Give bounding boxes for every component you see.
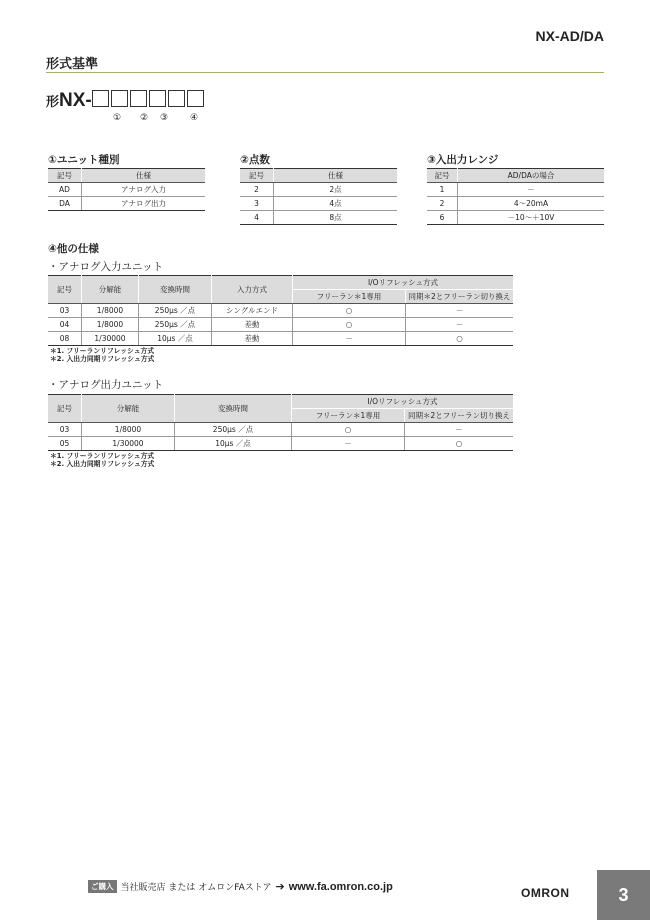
analog-input-table <box>48 275 513 346</box>
column-header: I/Oリフレッシュ方式 <box>293 276 514 290</box>
column-header: 仕様 <box>274 169 398 183</box>
footer-purchase-info <box>88 880 393 893</box>
table-row <box>48 318 513 332</box>
table-row <box>427 183 604 197</box>
io-range-table <box>427 168 604 225</box>
other-specs-title: ④他の仕様 <box>48 243 99 255</box>
cell: 10μs ／点 <box>139 332 212 346</box>
column-subheader: 同期＊2とフリーラン切り換え <box>406 290 514 304</box>
cell: 1/30000 <box>82 437 175 451</box>
table-row <box>48 332 513 346</box>
column-header: 分解能 <box>82 395 175 423</box>
column-header: 記号 <box>427 169 458 183</box>
footnote: ＊1. フリーランリフレッシュ方式 <box>50 347 155 355</box>
column-subheader: フリーラン＊1専用 <box>293 290 406 304</box>
model-code <box>46 90 206 112</box>
column-header: 入力方式 <box>212 276 293 304</box>
cell: 10μs ／点 <box>175 437 292 451</box>
cell: ○ <box>292 423 405 437</box>
cell: 1/8000 <box>82 304 139 318</box>
cell: 差動 <box>212 318 293 332</box>
column-header: 変換時間 <box>139 276 212 304</box>
cell: ○ <box>293 304 406 318</box>
table3-title: ③入出力レンジ <box>427 154 499 166</box>
code-box <box>187 90 204 107</box>
cell: AD <box>48 183 82 197</box>
cell: 2点 <box>274 183 398 197</box>
section-title: 形式基準 <box>46 57 99 72</box>
omron-logo: OMRON <box>521 886 570 900</box>
cell: シングルエンド <box>212 304 293 318</box>
cell: 4点 <box>274 197 398 211</box>
cell: 差動 <box>212 332 293 346</box>
footer-text: 当社販売店 または オムロンFAストア <box>120 883 272 893</box>
cell: － <box>406 304 514 318</box>
footnote: ＊2. 入出力同期リフレッシュ方式 <box>50 355 155 363</box>
cell: 6 <box>427 211 458 225</box>
code-box <box>168 90 185 107</box>
cell: 08 <box>48 332 82 346</box>
cell: 1/30000 <box>82 332 139 346</box>
column-header: 記号 <box>240 169 274 183</box>
table-row <box>48 183 205 197</box>
cell: 4～20mA <box>458 197 605 211</box>
column-subheader: 同期＊2とフリーラン切り換え <box>405 409 514 423</box>
column-header: 変換時間 <box>175 395 292 423</box>
cell: 4 <box>240 211 274 225</box>
cell: 04 <box>48 318 82 332</box>
position-marker: ④ <box>190 113 199 123</box>
column-subheader: フリーラン＊1専用 <box>292 409 405 423</box>
code-box <box>92 90 109 107</box>
page-number: 3 <box>597 870 650 920</box>
output-unit-title: ・アナログ出力ユニット <box>48 379 164 391</box>
cell: －10～＋10V <box>458 211 605 225</box>
table-row <box>48 197 205 211</box>
table-row <box>240 197 397 211</box>
column-header: 記号 <box>48 276 82 304</box>
input-unit-title: ・アナログ入力ユニット <box>48 261 164 273</box>
table-row <box>48 437 513 451</box>
cell: ○ <box>405 437 514 451</box>
footnote: ＊2. 入出力同期リフレッシュ方式 <box>50 460 155 468</box>
footnote: ＊1. フリーランリフレッシュ方式 <box>50 452 155 460</box>
position-marker: ① <box>113 113 122 123</box>
cell: － <box>292 437 405 451</box>
cell: 03 <box>48 423 82 437</box>
cell: 03 <box>48 304 82 318</box>
cell: 3 <box>240 197 274 211</box>
arrow-right-icon: ➔ <box>275 880 285 893</box>
cell: 250μs ／点 <box>139 304 212 318</box>
position-marker: ③ <box>160 113 169 123</box>
column-header: I/Oリフレッシュ方式 <box>292 395 514 409</box>
code-box <box>111 90 128 107</box>
cell: － <box>405 423 514 437</box>
cell: 8点 <box>274 211 398 225</box>
cell: 250μs ／点 <box>139 318 212 332</box>
cell: 1/8000 <box>82 318 139 332</box>
cell: － <box>458 183 605 197</box>
table-row <box>427 197 604 211</box>
column-header: 記号 <box>48 169 82 183</box>
table-row <box>48 304 513 318</box>
column-header: 分解能 <box>82 276 139 304</box>
analog-output-table <box>48 394 513 451</box>
column-header: 記号 <box>48 395 82 423</box>
table1-title: ①ユニット種別 <box>48 154 120 166</box>
model-series: NX- <box>59 90 92 111</box>
cell: アナログ出力 <box>82 197 206 211</box>
cell: ○ <box>406 332 514 346</box>
table2-title: ②点数 <box>240 154 270 166</box>
cell: 2 <box>240 183 274 197</box>
table-row <box>48 423 513 437</box>
title-divider <box>46 72 604 73</box>
position-marker: ② <box>140 113 149 123</box>
product-code: NX-AD/DA <box>535 28 604 44</box>
table-row <box>240 211 397 225</box>
cell: － <box>406 318 514 332</box>
table-row <box>427 211 604 225</box>
cell: 2 <box>427 197 458 211</box>
cell: 1/8000 <box>82 423 175 437</box>
unit-type-table <box>48 168 205 211</box>
cell: DA <box>48 197 82 211</box>
cell: 05 <box>48 437 82 451</box>
cell: ○ <box>293 318 406 332</box>
website-link[interactable]: www.fa.omron.co.jp <box>288 880 393 893</box>
code-box <box>130 90 147 107</box>
column-header: 仕様 <box>82 169 206 183</box>
point-count-table <box>240 168 397 225</box>
cell: アナログ入力 <box>82 183 206 197</box>
cell: － <box>293 332 406 346</box>
column-header: AD/DAの場合 <box>458 169 605 183</box>
code-box <box>149 90 166 107</box>
purchase-badge: ご購入 <box>88 880 117 893</box>
model-prefix: 形 <box>46 95 60 110</box>
table-row <box>240 183 397 197</box>
cell: 1 <box>427 183 458 197</box>
cell: 250μs ／点 <box>175 423 292 437</box>
